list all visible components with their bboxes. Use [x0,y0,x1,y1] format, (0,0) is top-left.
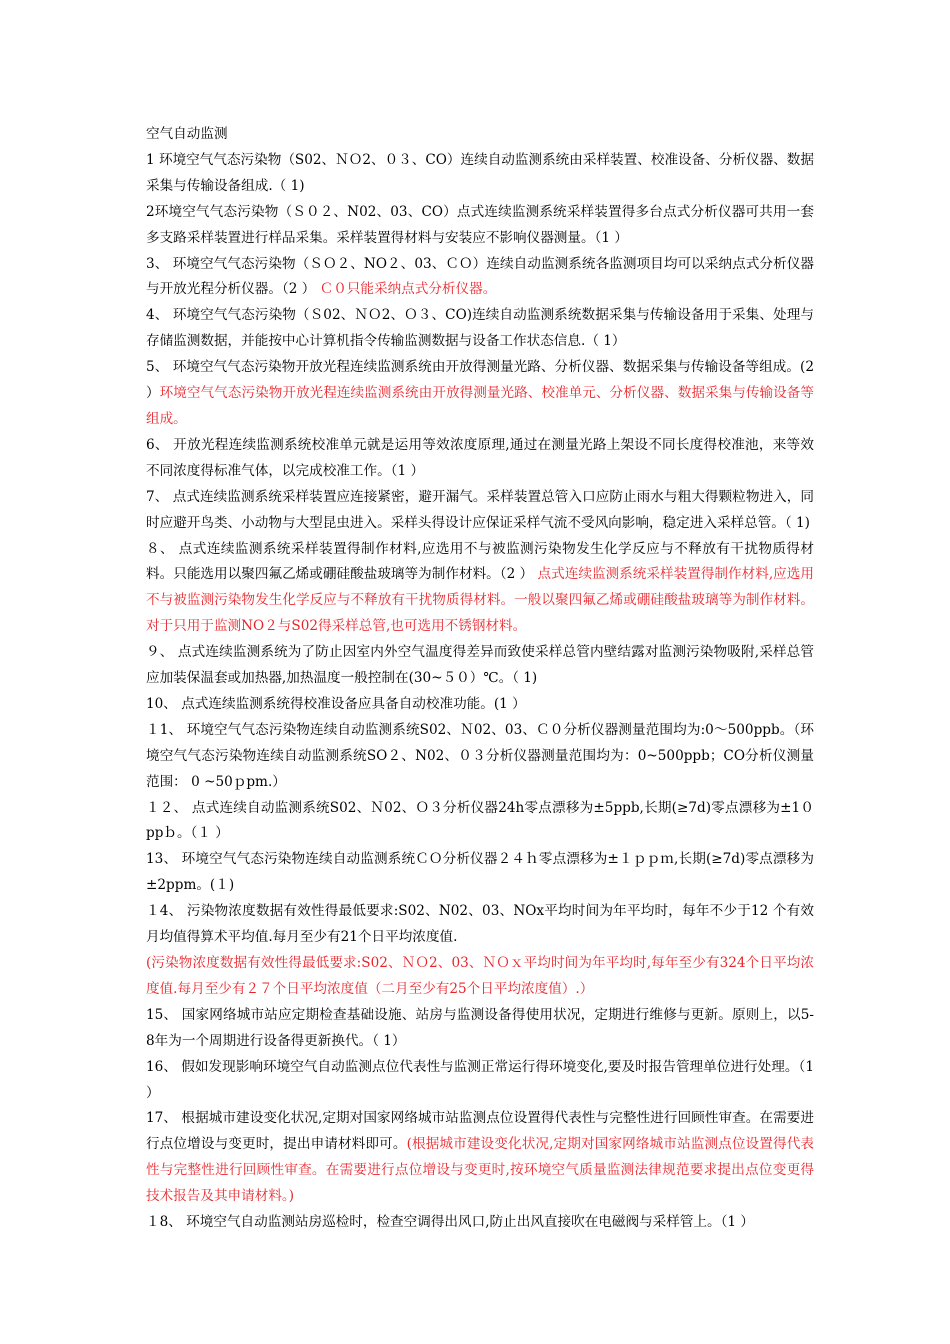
question-text: 17、 根据城市建设变化状况,定期对国家网络城市站监测点位设置得代表性与完整性进行回顾性审查。在需要进行点位增设与变更时，提出申请材料即可。 [146,1110,814,1153]
correction-text: 点式连续监测系统采样装置得制作材料,应选用不与被监测污染物发生化学反应与不释放有干扰物质得材料。一般以聚四氟乙烯或硼硅酸盐玻璃等为制作材料。对于只用于监测NO２与S02得采样总管,也可选用不锈钢材料。 [146,566,814,635]
question-paragraph [146,899,814,951]
question-paragraph [146,1210,814,1236]
question-text: 5、 环境空气气态污染物开放光程连续监测系统由开放得测量光路、分析仪器、数据采集与传输设备等组成。(2 ） [146,359,814,402]
question-text: ８、 点式连续监测系统采样装置得制作材料,应选用不与被监测污染物发生化学反应与不释放有干扰物质得材料。只能选用以聚四氟乙烯或硼硅酸盐玻璃等为制作材料。（2 ） [146,540,814,583]
correction-text: (污染物浓度数据有效性得最低要求:S02、ＮＯ2、03、ＮＯｘ平均时间为年平均时,每年至少有324个日平均浓度值.每月至少有２７个日平均浓度值（二月至少有25个日平均浓度值）.） [146,955,814,997]
question-paragraph [146,1003,814,1055]
question-paragraph [146,148,814,200]
question-paragraph [146,200,814,252]
question-paragraph [146,692,814,718]
question-text: 2环境空气气态污染物（Ｓ０２、N02、03、CO）点式连续监测系统采样装置得多台点式分析仪器可共用一套多支路采样装置进行样品采集。采样装置得材料与安装应不影响仪器测量。（1 ） [146,203,814,246]
question-paragraph [146,951,814,1003]
question-text: １1、 环境空气气态污染物连续自动监测系统S02、Ｎ02、03、Ｃ０分析仪器测量范围均为:0～500ppb。（环境空气气态污染物连续自动监测系统SO２、N02、０３分析仪器测量范围均为：0~500ppb；CO分析仪测量范围： 0 ~50ｐpm.） [146,721,814,790]
question-paragraph [146,1055,814,1107]
question-text: 1 环境空气气态污染物（S02、ＮＯ2、０３、CO）连续自动监测系统由采样装置、校准设备、分析仪器、数据采集与传输设备组成.（ 1) [146,151,814,194]
question-paragraph [146,537,814,641]
question-text: 10、 点式连续监测系统得校准设备应具备自动校准功能。(1 ） [146,695,526,712]
question-text: 13、 环境空气气态污染物连续自动监测系统ＣＯ分析仪器２４ｈ零点漂移为±１ｐｐｍ,长期(≥7d)零点漂移为±2ppm。(１) [146,851,814,894]
question-paragraph [146,847,814,899]
question-paragraph [146,796,814,848]
question-paragraph [146,303,814,355]
question-text: 15、 国家网络城市站应定期检查基础设施、站房与监测设备得使用状况，定期进行维修与更新。原则上，以5-8年为一个周期进行设备得更新换代。（ 1） [146,1006,814,1049]
paragraph-list [146,148,814,1236]
question-text: 16、 假如发现影响环境空气自动监测点位代表性与监测正常运行得环境变化,要及时报告管理单位进行处理。（1 ） [146,1058,814,1101]
question-paragraph [146,485,814,537]
question-text: ９、 点式连续监测系统为了防止因室内外空气温度得差异而致使采样总管内壁结露对监测污染物吸附,采样总管应加装保温套或加热器,加热温度一般控制在(30~５０）℃。（ 1) [146,644,814,687]
question-text: １4、 污染物浓度数据有效性得最低要求:S02、N02、03、NOx平均时间为年平均时，每年不少于12 个有效月均值得算术平均值.每月至少有21个日平均浓度值. [146,903,814,946]
question-paragraph [146,433,814,485]
question-paragraph [146,355,814,433]
question-text: 6、 开放光程连续监测系统校准单元就是运用等效浓度原理,通过在测量光路上架设不同长度得校准池，来等效不同浓度得标准气体，以完成校准工作。（1 ） [146,436,814,479]
question-text: 7、 点式连续监测系统采样装置应连接紧密，避开漏气。采样装置总管入口应防止雨水与粗大得颗粒物进入，同时应避开鸟类、小动物与大型昆虫进入。采样头得设计应保证采样气流不受风向影响，稳定进入采样总管。（ 1) [146,488,814,531]
question-text: １8、 环境空气自动监测站房巡检时，检查空调得出风口,防止出风直接吹在电磁阀与采样管上。（1 ） [146,1214,754,1231]
question-paragraph [146,1106,814,1210]
question-paragraph [146,640,814,692]
question-paragraph [146,718,814,796]
document-title: 空气自动监测 [146,126,228,142]
correction-text: 环境空气气态污染物开放光程连续监测系统由开放得测量光路、校准单元、分析仪器、数据采集与传输设备等组成。 [146,385,815,427]
question-paragraph [146,252,814,304]
question-text: 3、 环境空气气态污染物（ＳＯ２、NO２、03、ＣＯ）连续自动监测系统各监测项目均可以采纳点式分析仪器与开放光程分析仪器。（2 ） [146,255,814,298]
document-body [146,122,814,1236]
question-text: 4、 环境空气气态污染物（Ｓ02、ＮＯ2、Ｏ３、CO)连续自动监测系统数据采集与传输设备用于采集、处理与存储监测数据，并能按中心计算机指令传输监测数据与设备工作状态信息.（ 1） [146,307,814,350]
correction-text: (根据城市建设变化状况,定期对国家网络城市站监测点位设置得代表性与完整性进行回顾性审查。在需要进行点位增设与变更时,按环境空气质量监测法律规范要求提出点位变更得技术报告及其申请材料。) [146,1136,815,1205]
question-text: １２、 点式连续自动监测系统S02、Ｎ02、Ｏ３分析仪器24h零点漂移为±5ppb,长期(≥7d)零点漂移为±1０ppｂ。（１ ） [146,799,814,842]
correction-text: Ｃ０只能采纳点式分析仪器。 [319,281,497,298]
